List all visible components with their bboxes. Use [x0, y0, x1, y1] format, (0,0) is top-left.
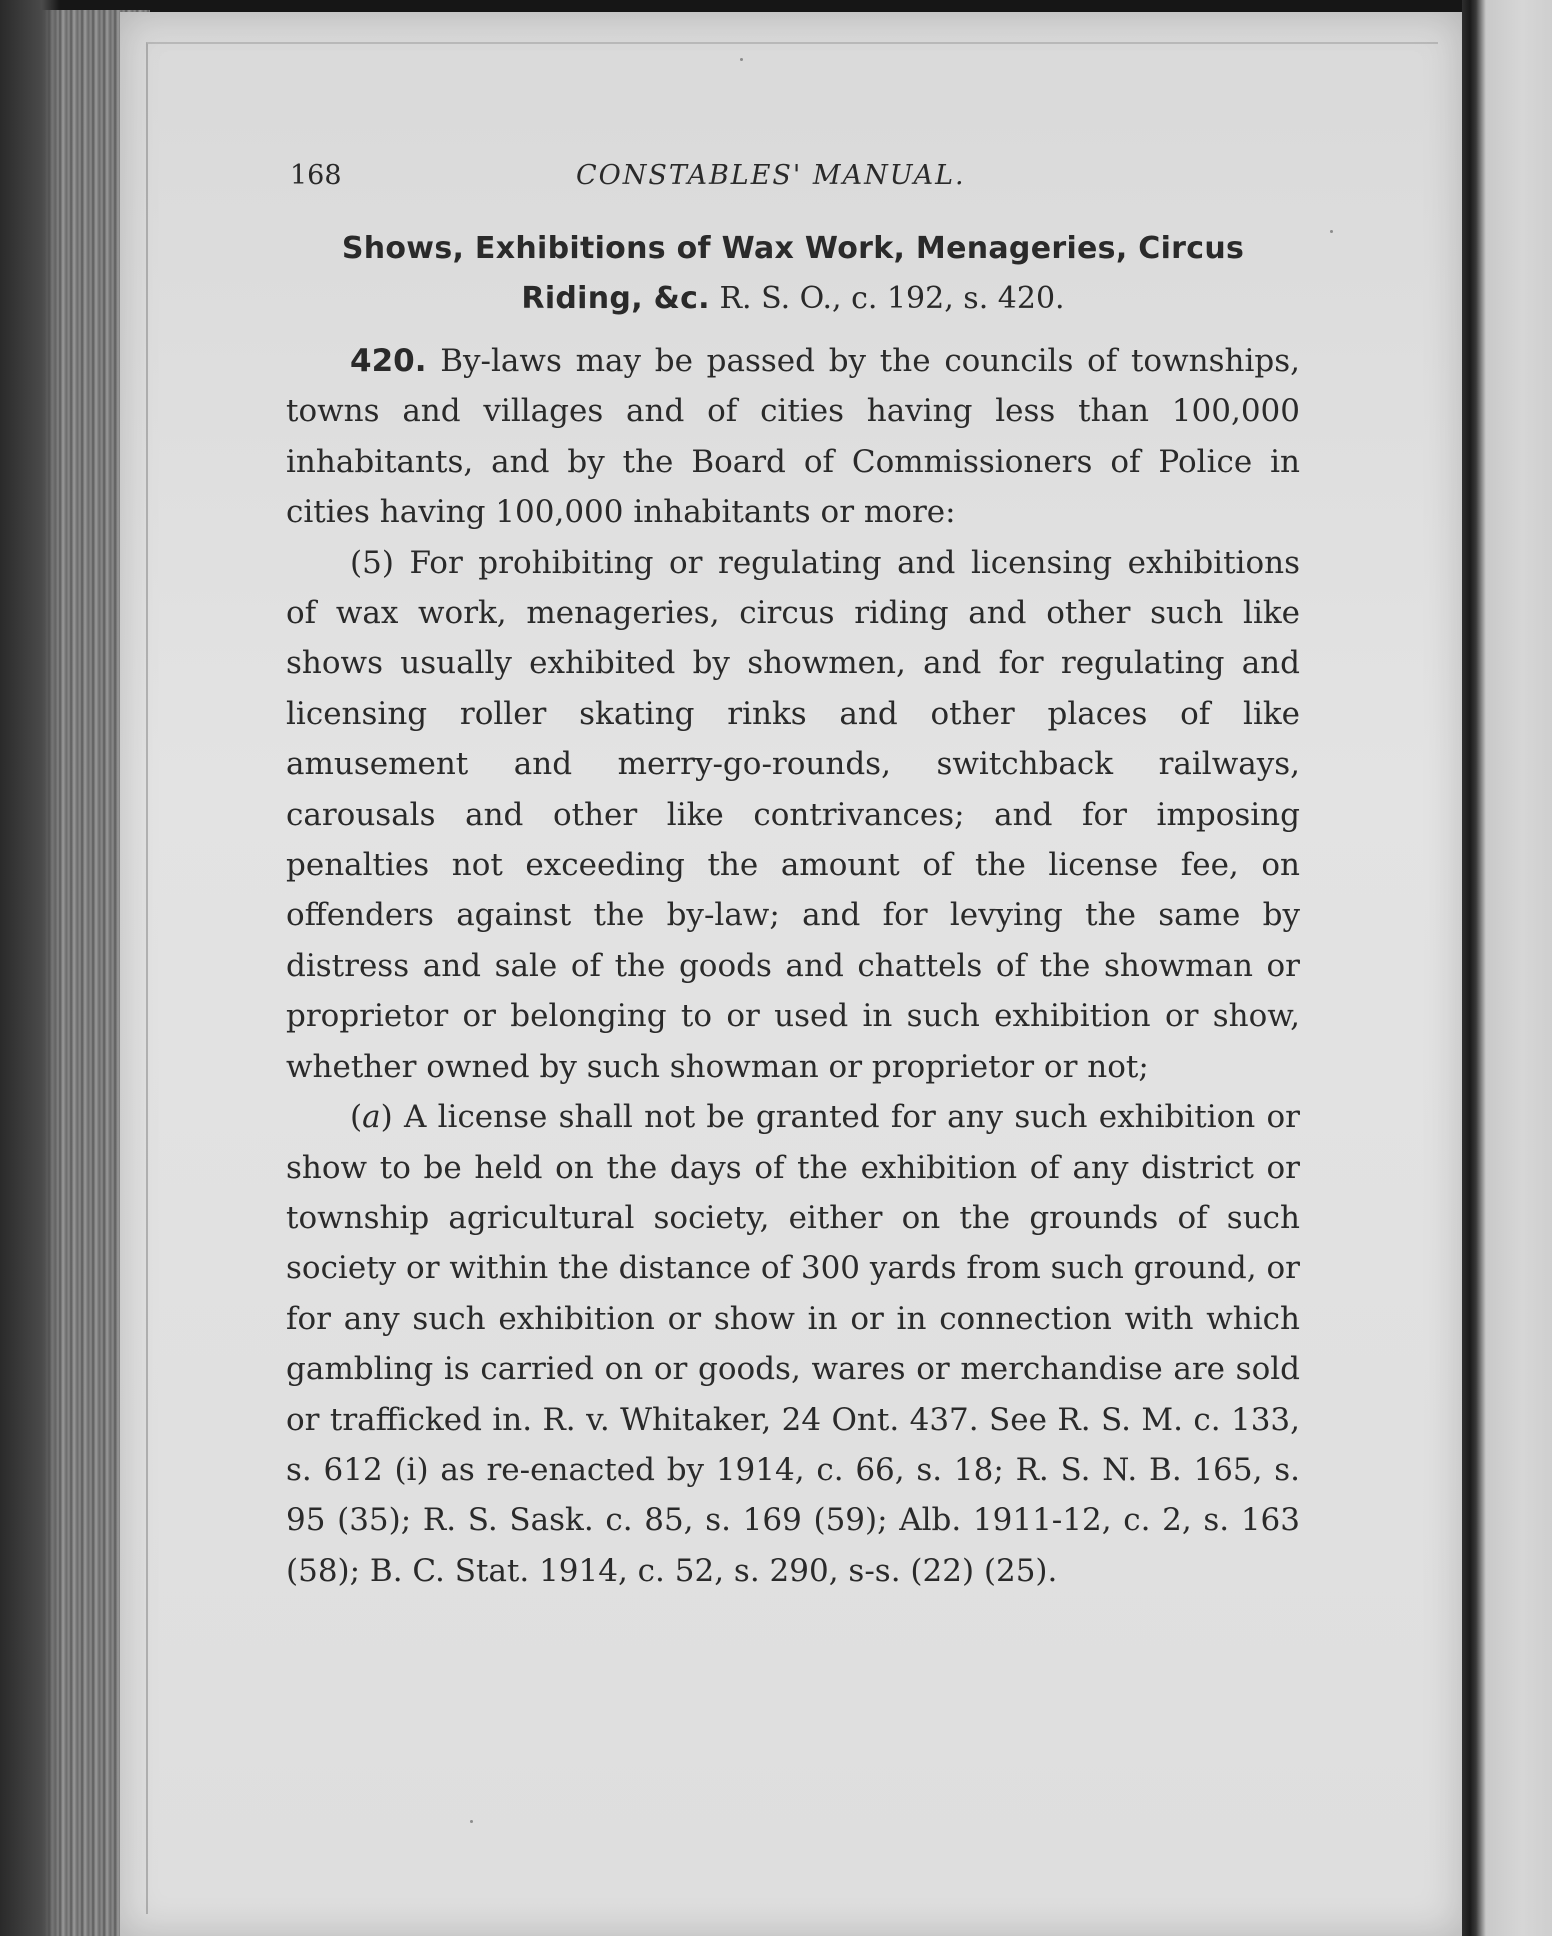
clause-5-paragraph — [286, 538, 1300, 1092]
clause-a-marker — [350, 1099, 393, 1135]
running-head — [286, 150, 1300, 206]
book-gutter — [1462, 0, 1552, 1936]
page-number: 168 — [290, 160, 342, 191]
section-number: 420. — [350, 343, 427, 379]
clause-5-marker: (5) — [350, 544, 394, 581]
heading-reference: R. S. O., c. 192, s. 420. — [719, 281, 1065, 316]
clause-5-text: For prohibiting or regulating and licensing exhibitions of wax work, menageries, circus riding and other such like shows usually exhibited by showmen, and for regulating and licensing roller skating rinks and other places of like amusement and merry-go-rounds, switchback railways, carousals and other like contrivances; and for imposing penalties not exceeding the amount of the license fee, on offenders against the by-law; and for levying the same by distress and sale of the goods and chattels of the showman or proprietor or belonging to or used in such exhibition or show, whether owned by such showman or proprietor or not; — [286, 544, 1300, 1085]
clause-a-letter: a — [362, 1099, 381, 1136]
paper-speck — [1330, 230, 1333, 233]
heading-title: Shows, Exhibitions of Wax Work, Menageries, Circus Riding, &c. — [341, 231, 1245, 316]
section-420-paragraph — [286, 336, 1300, 538]
section-intro-text: By-laws may be passed by the councils of townships, towns and villages and of cities having less than 100,000 inhabitants, and by the Board of Commissioners of Police in cities having 100,000 inhabitants or more: — [286, 343, 1300, 531]
page-content — [286, 150, 1300, 1596]
clause-a-text: A license shall not be granted for any such exhibition or show to be held on the days of the exhibition of any district or township agricultural society, either on the grounds of such society or within the distance of 300 yards from such ground, or for any such exhibition or show in or in connection with which gambling is carried on or goods, wares or merchandise are sold or trafficked in. R. v. Whitaker, 24 Ont. 437. See R. S. M. c. 133, s. 612 (i) as re-enacted by 1914, c. 66, s. 18; R. S. N. B. 165, s. 95 (35); R. S. Sask. c. 85, s. 169 (59); Alb. 1911-12, c. 2, s. 163 (58); B. C. Stat. 1914, c. 52, s. 290, s-s. (22) (25). — [286, 1099, 1300, 1589]
paper-speck — [740, 58, 743, 61]
clause-a-paragraph — [286, 1092, 1300, 1596]
running-title: CONSTABLES' MANUAL. — [576, 160, 966, 191]
paper-speck — [470, 1820, 473, 1823]
clause-a-open-paren: ( — [350, 1099, 363, 1136]
book-edge-shadow — [0, 0, 60, 1936]
clause-a-close-paren: ) — [380, 1099, 393, 1136]
section-heading — [286, 224, 1300, 324]
